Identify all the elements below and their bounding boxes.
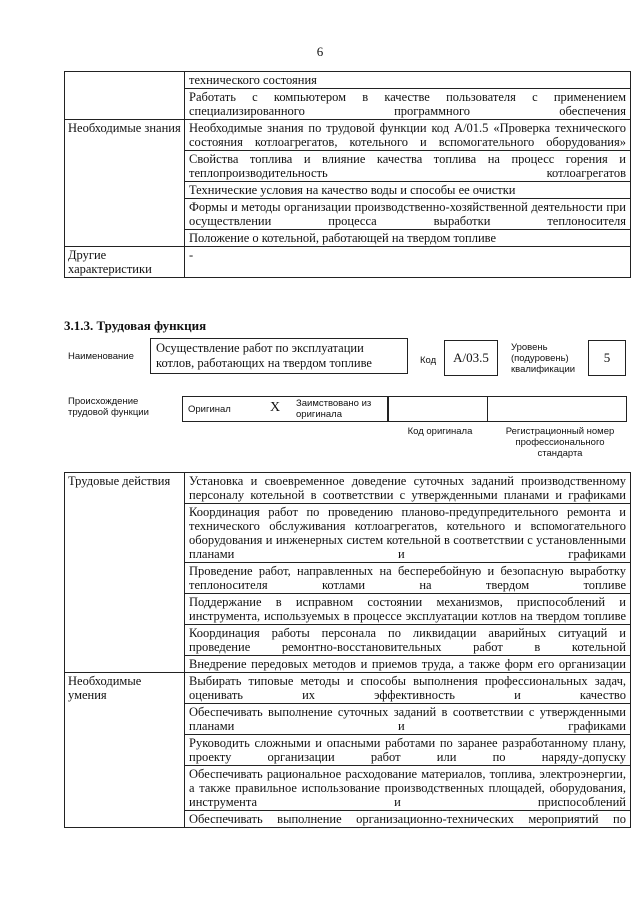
function-code: А/03.5 bbox=[444, 340, 498, 376]
cell-action-1: Установка и своевременное доведение суточных заданий производственному персоналу котельной в соответствии с утвержденными планами и графиками bbox=[185, 473, 631, 504]
actions-table bbox=[64, 472, 631, 828]
cell-action-4: Поддержание в исправном состоянии механизмов, приспособлений и инструмента, используемых в процессе эксплуатации котлов на твердом топливе bbox=[185, 594, 631, 625]
original-label: Оригинал bbox=[188, 404, 231, 415]
table-row bbox=[65, 72, 631, 89]
borrowed-label: Заимствовано из оригинала bbox=[296, 398, 372, 420]
cell-action-2: Координация работ по проведению планово-предупредительного ремонта и технического обслуживания котлоагрегатов, котельного и вспомогательного оборудования и инженерных систем котельной в соответствии с установленными планами и графиками bbox=[185, 504, 631, 563]
section-title: 3.1.3. Трудовая функция bbox=[64, 318, 207, 333]
row-label-other: Другие характеристики bbox=[65, 247, 185, 278]
cell-continuation: технического состояния bbox=[185, 72, 631, 89]
cell-knowledge-3: Технические условия на качество воды и способы ее очистки bbox=[185, 182, 631, 199]
original-code-box bbox=[388, 396, 488, 422]
cell-skill-4: Обеспечивать рациональное расходование материалов, топлива, электроэнергии, а также правильное использование производственных площадей, оборудования, инструмента и приспособлений bbox=[185, 766, 631, 811]
reg-number-caption: Регистрационный номер профессионального стандарта bbox=[505, 426, 615, 459]
knowledge-table bbox=[64, 71, 631, 278]
table-row bbox=[65, 673, 631, 704]
cell-skill-2: Обеспечивать выполнение суточных заданий в соответствии с утвержденными планами и графиками bbox=[185, 704, 631, 735]
origin-label: Происхождение трудовой функции bbox=[68, 396, 149, 418]
row-label-skills: Необходимые умения bbox=[65, 673, 185, 828]
cell-skill-5: Обеспечивать выполнение организационно-технических мероприятий по bbox=[185, 811, 631, 828]
level-label: Уровень (подуровень) квалификации bbox=[511, 342, 576, 375]
row-label-knowledge: Необходимые знания bbox=[65, 120, 185, 247]
reg-number-box bbox=[487, 396, 627, 422]
function-name: Осуществление работ по эксплуатации котлов, работающих на твердом топливе bbox=[150, 338, 408, 374]
cell-other: - bbox=[185, 247, 631, 278]
original-code-caption: Код оригинала bbox=[407, 426, 473, 437]
name-label: Наименование bbox=[68, 351, 134, 362]
cell-skill-3: Руководить сложными и опасными работами по заранее разработанному плану, проекту организации работ или по наряду-допуску bbox=[185, 735, 631, 766]
code-label: Код bbox=[420, 355, 437, 366]
original-mark: X bbox=[270, 400, 281, 415]
cell-action-6: Внедрение передовых методов и приемов труда, а также форм его организации bbox=[185, 656, 631, 673]
cell-action-5: Координация работы персонала по ликвидации аварийных ситуаций и проведение ремонтно-восстановительных работ в котельной bbox=[185, 625, 631, 656]
cell-knowledge-5: Положение о котельной, работающей на твердом топливе bbox=[185, 230, 631, 247]
table-row bbox=[65, 473, 631, 504]
page-number: 6 bbox=[316, 44, 324, 59]
cell-action-3: Проведение работ, направленных на бесперебойную и безопасную выработку теплоносителя котлами на твердом топливе bbox=[185, 563, 631, 594]
level-value: 5 bbox=[588, 340, 626, 376]
cell-skill-computer: Работать с компьютером в качестве пользователя с применением специализированного программного обеспечения bbox=[185, 89, 631, 120]
row-label-actions: Трудовые действия bbox=[65, 473, 185, 673]
cell-knowledge-1: Необходимые знания по трудовой функции код А/01.5 «Проверка технического состояния котлоагрегатов, котельного и вспомогательного оборудования» bbox=[185, 120, 631, 151]
table-row bbox=[65, 120, 631, 151]
table-row bbox=[65, 247, 631, 278]
row-label-empty bbox=[65, 72, 185, 120]
cell-skill-1: Выбирать типовые методы и способы выполнения профессиональных задач, оценивать их эффективность и качество bbox=[185, 673, 631, 704]
cell-knowledge-4: Формы и методы организации производственно-хозяйственной деятельности при осуществлении процесса выработки теплоносителя bbox=[185, 199, 631, 230]
cell-knowledge-2: Свойства топлива и влияние качества топлива на процесс горения и теплопроизводительность котлоагрегатов bbox=[185, 151, 631, 182]
